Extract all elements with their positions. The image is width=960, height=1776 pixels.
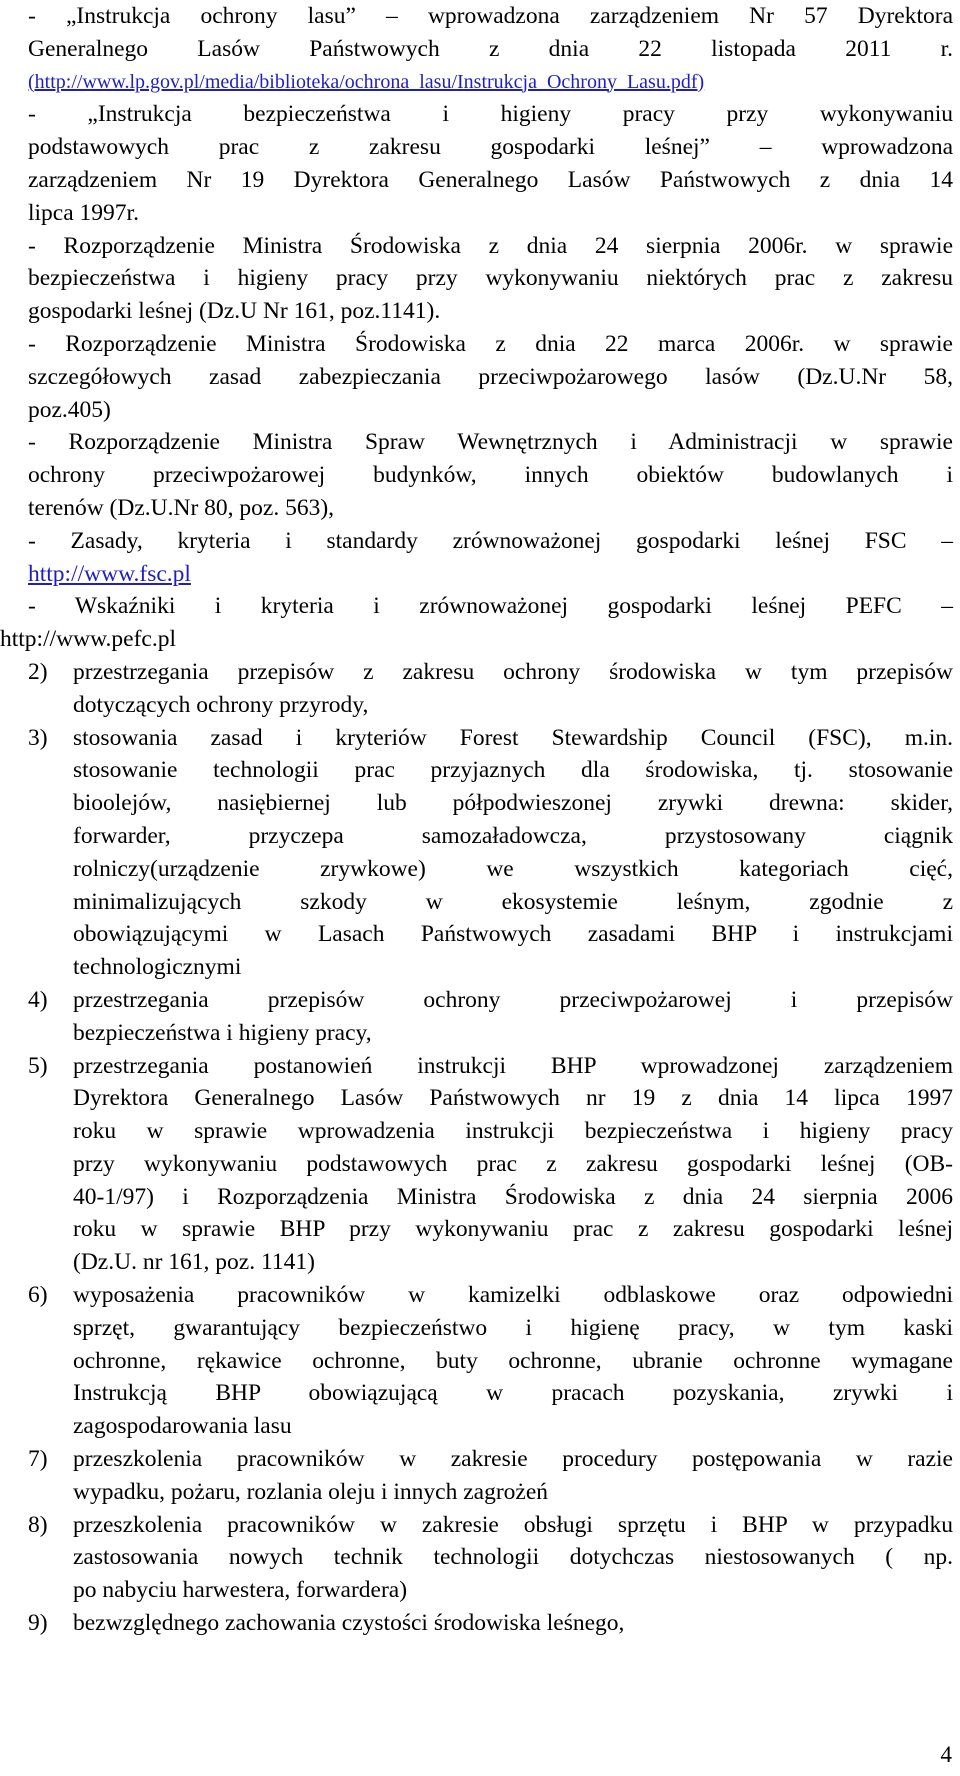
text-line: przestrzegania przepisów ochrony przeciwpożarowej i przepisów: [73, 986, 953, 1013]
text-line: - Wskaźniki i kryteria i zrównoważonej gospodarki leśnej PEFC –: [28, 593, 953, 620]
list-item: [28, 1509, 953, 1607]
text-line: ochrony przeciwpożarowej budynków, innych obiektów budowlanych i: [28, 462, 953, 489]
text-line: - Zasady, kryteria i standardy zrównoważonej gospodarki leśnej FSC –: [28, 527, 953, 554]
text-line: rolniczy(urządzenie zrywkowe) we wszystkich kategoriach cięć,: [73, 855, 953, 882]
text-line: - „Instrukcja bezpieczeństwa i higieny pracy przy wykonywaniu: [28, 101, 953, 128]
text-line: Dyrektora Generalnego Lasów Państwowych nr 19 z dnia 14 lipca 1997: [73, 1085, 953, 1112]
text-line: http://www.pefc.pl: [0, 626, 176, 653]
text-line: bezpieczeństwa i higieny pracy przy wykonywaniu niektórych prac z zakresu: [28, 265, 953, 292]
text-line: bezpieczeństwa i higieny pracy,: [73, 1019, 372, 1046]
text-line: 40-1/97) i Rozporządzenia Ministra Środowiska z dnia 24 sierpnia 2006: [73, 1183, 953, 1210]
list-item-number: 7): [28, 1446, 48, 1473]
text-line: po nabyciu harwestera, forwardera): [73, 1577, 408, 1604]
text-line: bezwzględnego zachowania czystości środowiska leśnego,: [73, 1610, 625, 1637]
text-line: terenów (Dz.U.Nr 80, poz. 563),: [28, 494, 335, 521]
text-line: - Rozporządzenie Ministra Środowiska z dnia 24 sierpnia 2006r. w sprawie: [28, 232, 953, 259]
list-item-number: 6): [28, 1282, 48, 1309]
list-item: [28, 1443, 953, 1509]
list-item-number: 8): [28, 1511, 48, 1538]
text-line: przestrzegania postanowień instrukcji BHP wprowadzonej zarządzeniem: [73, 1052, 953, 1079]
text-line: przeszkolenia pracowników w zakresie procedury postępowania w razie: [73, 1446, 953, 1473]
list-item: [28, 1050, 953, 1280]
text-line: przeszkolenia pracowników w zakresie obsługi sprzętu i BHP w przypadku: [73, 1511, 953, 1538]
link-line[interactable]: http://www.fsc.pl: [28, 560, 191, 587]
text-line: roku w sprawie BHP przy wykonywaniu prac z zakresu gospodarki leśnej: [73, 1216, 953, 1243]
text-line: stosowania zasad i kryteriów Forest Stewardship Council (FSC), m.in.: [73, 724, 953, 751]
list-item: [28, 722, 953, 984]
list-item-text: [73, 722, 953, 984]
text-line: przestrzegania przepisów z zakresu ochrony środowiska w tym przepisów: [73, 658, 953, 685]
legal-references: [0, 0, 953, 656]
list-item-number: 4): [28, 986, 48, 1013]
text-line: poz.405): [28, 396, 111, 423]
text-line: - „Instrukcja ochrony lasu” – wprowadzona zarządzeniem Nr 57 Dyrektora: [28, 3, 953, 29]
numbered-list: [28, 656, 953, 1640]
text-line: sprzęt, gwarantujący bezpieczeństwo i higienę pracy, w tym kaski: [73, 1314, 953, 1341]
list-item-text: [73, 984, 953, 1050]
text-line: zastosowania nowych technik technologii dotychczas niestosowanych ( np.: [73, 1544, 953, 1571]
list-item: [28, 984, 953, 1050]
list-item: [28, 1279, 953, 1443]
text-line: podstawowych prac z zakresu gospodarki leśnej” – wprowadzona: [28, 134, 953, 161]
text-line: szczegółowych zasad zabezpieczania przeciwpożarowego lasów (Dz.U.Nr 58,: [28, 363, 953, 390]
text-line: dotyczących ochrony przyrody,: [73, 691, 369, 718]
text-line: stosowanie technologii prac przyjaznych dla środowiska, tj. stosowanie: [73, 757, 953, 784]
text-line: - Rozporządzenie Ministra Spraw Wewnętrznych i Administracji w sprawie: [28, 429, 953, 456]
text-line: technologicznymi: [73, 954, 242, 981]
text-line: przy wykonywaniu podstawowych prac z zakresu gospodarki leśnej (OB-: [73, 1150, 953, 1177]
list-item-text: [73, 1279, 953, 1443]
list-item-number: 5): [28, 1052, 48, 1079]
list-item-number: 9): [28, 1610, 48, 1637]
text-line: obowiązującymi w Lasach Państwowych zasadami BHP i instrukcjami: [73, 921, 953, 948]
text-line: Generalnego Lasów Państwowych z dnia 22 listopada 2011 r.: [28, 35, 953, 62]
list-item-text: [73, 1443, 953, 1509]
text-line: gospodarki leśnej (Dz.U Nr 161, poz.1141).: [28, 298, 441, 325]
text-line: zarządzeniem Nr 19 Dyrektora Generalnego Lasów Państwowych z dnia 14: [28, 166, 953, 193]
text-line: Instrukcją BHP obowiązującą w pracach pozyskania, zrywki i: [73, 1380, 953, 1407]
text-line: (Dz.U. nr 161, poz. 1141): [73, 1249, 315, 1276]
text-line: wyposażenia pracowników w kamizelki odblaskowe oraz odpowiedni: [73, 1282, 953, 1309]
text-line: bioolejów, nasiębiernej lub półpodwieszonej zrywki drewna: skider,: [73, 790, 953, 817]
list-item-number: 3): [28, 724, 48, 751]
list-item: [28, 656, 953, 722]
list-item-text: [73, 1509, 953, 1607]
list-item: [28, 1607, 953, 1640]
text-line: forwarder, przyczepa samozaładowcza, przystosowany ciągnik: [73, 822, 953, 849]
text-line: minimalizujących szkody w ekosystemie leśnym, zgodnie z: [73, 888, 953, 915]
page-number: 4: [940, 1742, 952, 1767]
link-line[interactable]: (http://www.lp.gov.pl/media/biblioteka/ochrona_lasu/Instrukcja_Ochrony_Lasu.pdf): [28, 70, 705, 93]
list-item-number: 2): [28, 658, 48, 685]
text-line: ochronne, rękawice ochronne, buty ochronne, ubranie ochronne wymagane: [73, 1347, 953, 1374]
list-item-text: [73, 656, 953, 722]
text-line: lipca 1997r.: [28, 199, 139, 226]
text-line: zagospodarowania lasu: [73, 1413, 292, 1440]
text-line: - Rozporządzenie Ministra Środowiska z dnia 22 marca 2006r. w sprawie: [28, 330, 953, 357]
list-item-text: [73, 1050, 953, 1280]
text-line: wypadku, pożaru, rozlania oleju i innych zagrożeń: [73, 1478, 549, 1505]
list-item-text: [73, 1607, 953, 1640]
text-line: roku w sprawie wprowadzenia instrukcji bezpieczeństwa i higieny pracy: [73, 1118, 953, 1145]
